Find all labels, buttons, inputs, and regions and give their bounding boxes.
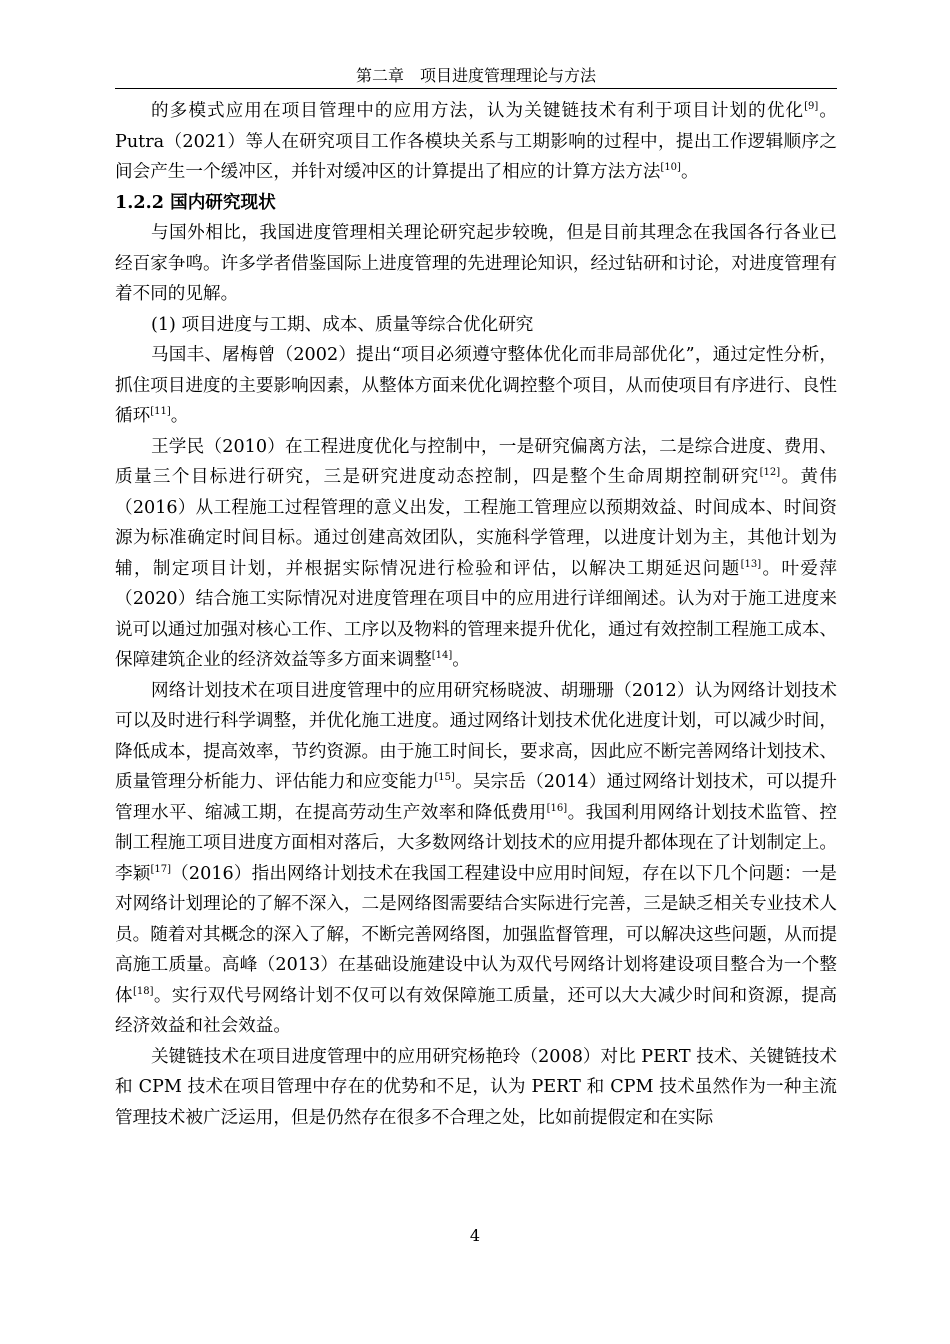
paragraph (115, 676, 837, 1042)
citation-ref: [16] (546, 802, 568, 814)
paragraph (115, 432, 837, 676)
paragraph (115, 310, 837, 341)
text-run: 网络计划技术在项目进度管理中的应用研究杨晓波、胡珊珊（2012）认为网络计划技术可以及时进行科学调整，并优化施工进度。通过网络计划技术优化进度计划，可以减少时间，降低成本，提高效率，节约资源。由于施工时间长，要求高，因此应不断完善网络计划技术、质量管理分析能力、评估能力和应变能力 (115, 680, 837, 792)
text-run: 1.2.2 国内研究现状 (115, 191, 276, 213)
text-run: （2016）指出网络计划技术在我国工程建设中应用时间短，存在以下几个问题：一是对网络计划理论的了解不深入，二是网络图需要结合实际进行完善，三是缺乏相关专业技术人员。随着对其概念的深入了解，不断完善网络图，加强监督管理，可以解决这些问题，从而提高施工质量。高峰（2013）在基础设施建设中认为双代号网络计划将建设项目整合为一个整体 (115, 863, 837, 1006)
text-run: 。黄伟（2016）从工程施工过程管理的意义出发，工程施工管理应以预期效益、时间成本、时间资源为标准确定时间目标。通过创建高效团队，实施科学管理，以进度计划为主，其他计划为辅，制定项目计划，并根据实际情况进行检验和评估，以解决工期延迟问题 (115, 467, 837, 579)
citation-ref: [13] (740, 558, 762, 570)
header-rule (115, 88, 837, 89)
text-run: 与国外相比，我国进度管理相关理论研究起步较晚，但是目前其理念在我国各行各业已经百家争鸣。许多学者借鉴国际上进度管理的先进理论知识，经过钻研和讨论，对进度管理有着不同的见解。 (115, 223, 837, 304)
section-heading (115, 188, 837, 219)
citation-ref: [15] (434, 772, 455, 784)
citation-ref: [10] (660, 162, 681, 174)
text-run: 关键链技术在项目进度管理中的应用研究杨艳玲（2008）对比 PERT 技术、关键链技术和 CPM 技术在项目管理中存在的优势和不足，认为 PERT 和 CPM 技术虽然作为一种主流管理技术被广泛运用，但是仍然存在很多不合理之处，比如前提假定和在实际 (115, 1046, 837, 1128)
page-number: 4 (469, 1226, 481, 1245)
text-run: (1) 项目进度与工期、成本、质量等综合优化研究 (151, 314, 534, 335)
citation-ref: [11] (150, 406, 171, 418)
text-run: 。Putra（2021）等人在研究项目工作各模块关系与工期影响的过程中，提出工作逻辑顺序之间会产生一个缓冲区，并针对缓冲区的计算提出了相应的计算方法方法 (115, 101, 837, 182)
paragraph (115, 96, 837, 188)
text-run: 。 (170, 406, 189, 426)
text-run: 马国丰、屠梅曾（2002）提出“项目必须遵守整体优化而非局部优化”，通过定性分析，抓住项目进度的主要影响因素，从整体方面来优化调控整个项目，从而使项目有序进行、良性循环 (115, 345, 837, 426)
text-run: 的多模式应用在项目管理中的应用方法，认为关键链技术有利于项目计划的优化 (151, 101, 805, 121)
text-run: 。实行双代号网络计划不仅可以有效保障施工质量，还可以大大减少时间和资源，提高经济效益和社会效益。 (115, 985, 837, 1036)
document-body (115, 96, 837, 1133)
citation-ref: [12] (759, 467, 781, 479)
running-header: 第二章 项目进度管理理论与方法 (355, 66, 596, 85)
text-run: 。我国利用网络计划技术监管、控制工程施工项目进度方面相对落后，大多数网络计划技术的应用提升都体现在了计划制定上。李颖 (115, 802, 837, 884)
paragraph (115, 218, 837, 310)
citation-ref: [17] (150, 863, 172, 875)
citation-ref: [18] (133, 985, 154, 997)
paragraph (115, 340, 837, 432)
text-run: 。 (452, 650, 470, 670)
text-run: 。叶爱萍（2020）结合施工实际情况对进度管理在项目中的应用进行详细阐述。认为对于施工进度来说可以通过加强对核心工作、工序以及物料的管理来提升优化，通过有效控制工程施工成本、保障建筑企业的经济效益等多方面来调整 (115, 558, 837, 670)
citation-ref: [9] (804, 101, 819, 113)
paragraph (115, 1042, 837, 1134)
text-run: 王学民（2010）在工程进度优化与控制中，一是研究偏离方法，二是综合进度、费用、质量三个目标进行研究，三是研究进度动态控制，四是整个生命周期控制研究 (115, 436, 837, 487)
text-run: 。 (680, 162, 699, 182)
text-run: 。吴宗岳（2014）通过网络计划技术，可以提升管理水平、缩减工期，在提高劳动生产效率和降低费用 (115, 772, 837, 823)
citation-ref: [14] (431, 650, 453, 662)
